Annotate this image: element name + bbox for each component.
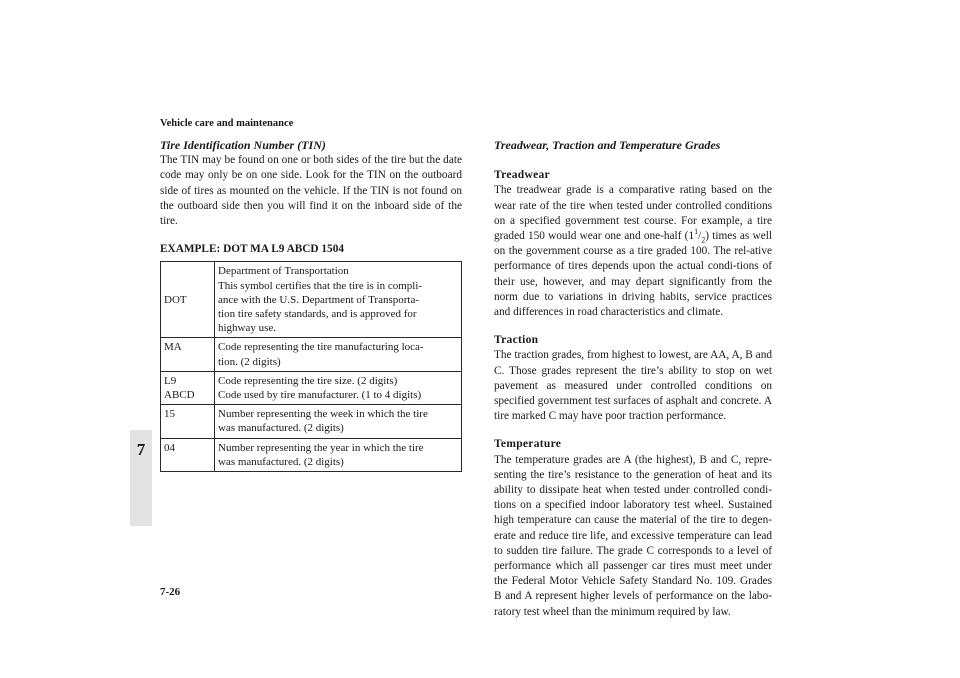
tin-table-row (161, 438, 462, 471)
tin-code-cell: DOT (161, 262, 215, 338)
treadwear-text (494, 183, 772, 320)
tin-code-cell: 04 (161, 438, 215, 471)
tin-table-row (161, 371, 462, 404)
temperature-text: The temperature grades are A (the highest), B and C, repre-senting the tire’s resistance to the generation of heat and its ability to dissipate heat when tested under controlled condi-tions on a specified indoor laboratory test wheel. Sustained high temperature can cause the material of the tire to degen-erate and reduce tire life, and excessive temperature can lead to sudden tire failure. The grade C corresponds to a level of performance which all passenger car tires must meet under the Federal Motor Vehicle Safety Standard No. 109. Grades B and A represent higher levels of performance on the labo-ratory test wheel than the minimum required by law. (494, 453, 772, 618)
page-number: 7-26 (160, 586, 181, 598)
treadwear-heading: Treadwear (494, 169, 550, 182)
tin-description-cell: Code representing the tire size. (2 digits) Code used by tire manufacturer. (1 to 4 digits) (215, 371, 462, 404)
grades-title: Treadwear, Traction and Temperature Grades (494, 138, 721, 152)
chapter-number: 7 (136, 440, 146, 459)
tin-table-row (161, 262, 462, 338)
tin-intro: The TIN may be found on one or both sides of the tire but the date code may only be on one side. Look for the TIN on the outboard side of tires as mounted on the vehicle. If the TIN is not found on the outboard side then you will find it on the inboard side of the tire. (160, 154, 462, 228)
right-column (494, 138, 772, 620)
treadwear-text-a: The treadwear grade is a comparative rating based on the wear rate of the tire when tested under controlled conditions on a specified government test course. For example, a tire graded 150 would wear one and one-half (1 (494, 184, 772, 243)
left-column (160, 138, 462, 472)
fraction-denominator: 2 (701, 235, 706, 245)
tin-title: Tire Identification Number (TIN) (160, 138, 326, 152)
temperature-heading: Temperature (494, 438, 562, 451)
traction-text: The traction grades, from highest to lowest, are AA, A, B and C. Those grades represent the tire’s ability to stop on wet pavement as measured under controlled conditions on specified government test surfaces of asphalt and concrete. A tire marked C may have poor traction performance. (494, 349, 772, 423)
fraction-slash: / (698, 230, 702, 243)
tin-table-row (161, 405, 462, 438)
tin-description-cell: Number representing the year in which the tire was manufactured. (2 digits) (215, 438, 462, 471)
treadwear-text-b: ) times as well on the government course as a tire graded 100. The rel-ative performance of tires depends upon the actual condi-tions of their use, however, and may depart significantly from the norm due to variations in driving habits, service practices and differences in road characteristics and climate. (494, 230, 772, 319)
tin-example: EXAMPLE: DOT MA L9 ABCD 1504 (160, 243, 345, 256)
tin-code-cell: L9 ABCD (161, 371, 215, 404)
traction-heading: Traction (494, 334, 539, 347)
fraction-numerator: 1 (694, 227, 699, 237)
section-header: Vehicle care and maintenance (160, 118, 294, 129)
tin-table (160, 261, 462, 472)
tin-description-cell: Code representing the tire manufacturing loca- tion. (2 digits) (215, 338, 462, 371)
tin-code-cell: 15 (161, 405, 215, 438)
tin-code-cell: MA (161, 338, 215, 371)
tin-table-row (161, 338, 462, 371)
tin-description-cell: Department of Transportation This symbol certifies that the tire is in compli- ance with the U.S. Department of Transporta- tion tire safety standards, and is approved for highway use. (215, 262, 462, 338)
tin-description-cell: Number representing the week in which the tire was manufactured. (2 digits) (215, 405, 462, 438)
